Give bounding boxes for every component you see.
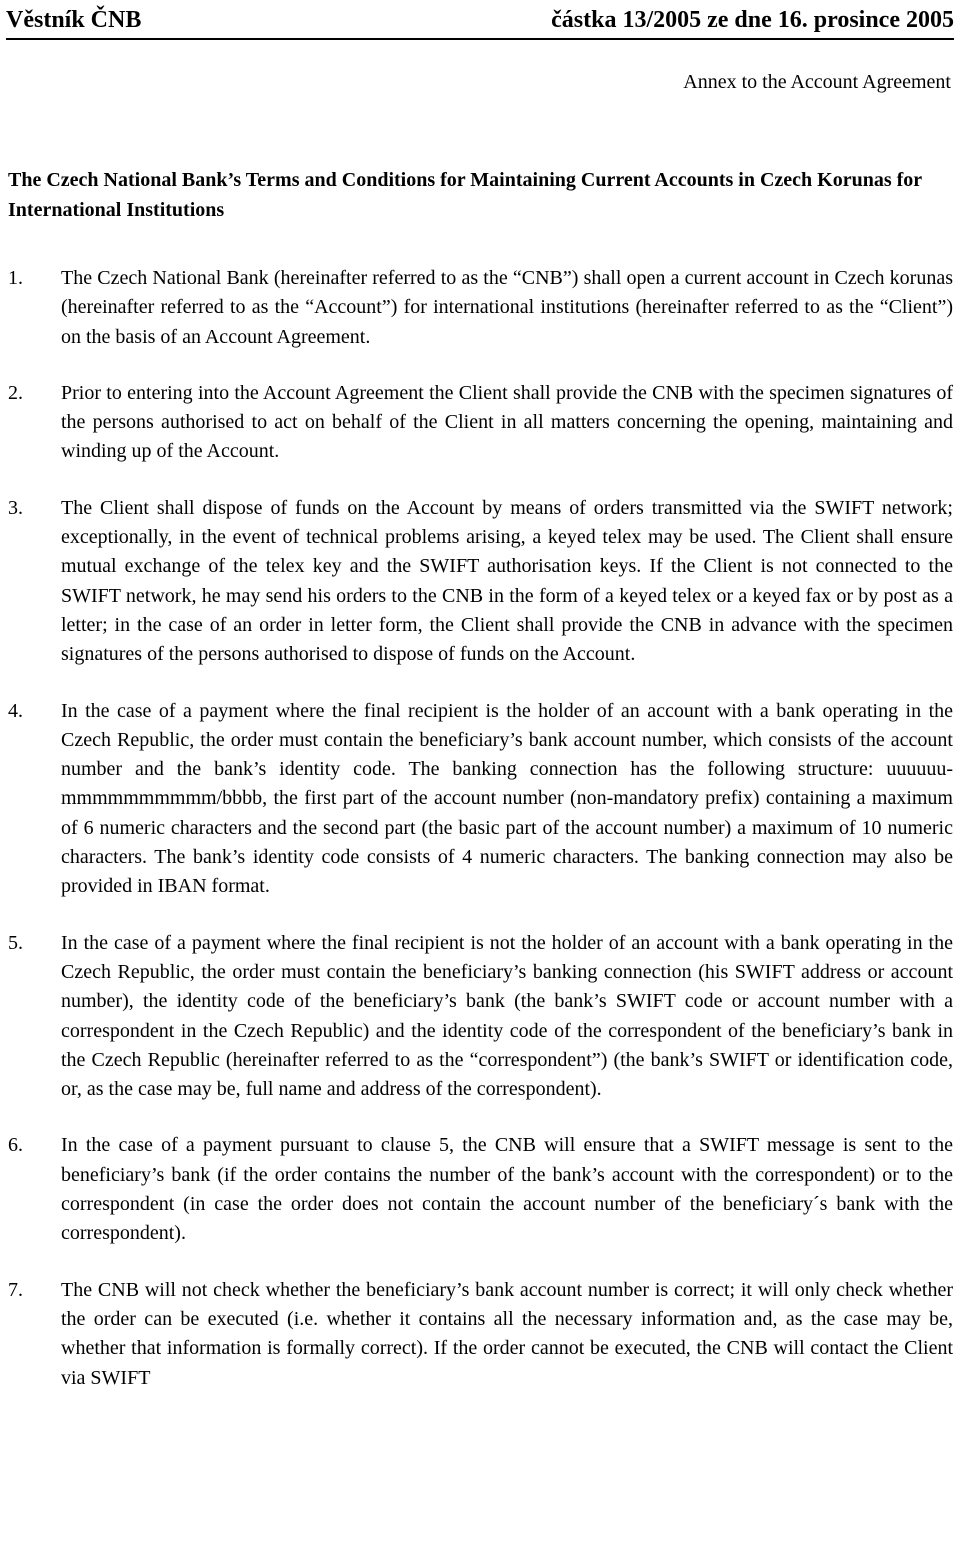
clause-1 — [0, 264, 960, 352]
page-header — [6, 2, 954, 40]
clause-number: 5. — [8, 931, 23, 954]
clause-text: The Czech National Bank (hereinafter referred to as the “CNB”) shall open a current account in Czech korunas (hereinafter referred to as the “Account”) for international institutions (hereinafter referred to as the “Client”) on the basis of an Account Agreement. — [61, 267, 953, 348]
clause-2 — [0, 379, 960, 467]
clause-4 — [0, 697, 960, 902]
clause-number: 7. — [8, 1278, 23, 1301]
clause-text: In the case of a payment where the final recipient is the holder of an account with a bank operating in the Czech Republic, the order must contain the beneficiary’s bank account number, which consists of the account number and the bank’s identity code. The banking connection has the following structure: uuuuuu-mmmmmmmmmm/bbbb, the first part of the account number (non-mandatory prefix) containing a maximum of 6 numeric characters and the second part (the basic part of the account number) a maximum of 10 numeric characters. The bank’s identity code consists of 4 numeric characters. The banking connection may also be provided in IBAN format. — [61, 699, 953, 898]
issue-info: částka 13/2005 ze dne 16. prosince 2005 — [551, 7, 954, 33]
journal-name: Věstník ČNB — [6, 7, 142, 33]
clause-number: 3. — [8, 496, 23, 519]
clause-text: Prior to entering into the Account Agreement the Client shall provide the CNB with the specimen signatures of the persons authorised to act on behalf of the Client in all matters concerning the opening, maintaining and winding up of the Account. — [61, 381, 953, 463]
clause-number: 2. — [8, 381, 23, 404]
clause-number: 6. — [8, 1134, 23, 1157]
clause-text: In the case of a payment where the final recipient is not the holder of an account with a bank operating in the Czech Republic, the order must contain the beneficiary’s banking connection (his SWIFT address or account number), the identity code of the beneficiary’s bank (the bank’s SWIFT code or account number with a correspondent in the Czech Republic) and the identity code of the correspondent of the beneficiary’s bank in the Czech Republic (hereinafter referred to as the “correspondent”) (the bank’s SWIFT or identification code, or, as the case may be, full name and address of the correspondent). — [61, 931, 953, 1101]
clause-number: 1. — [8, 267, 23, 289]
clause-text: The CNB will not check whether the beneficiary’s bank account number is correct; it will only check whether the order can be executed (i.e. whether it contains all the necessary information and, as the case may be, whether that information is formally correct). If the order cannot be executed, the CNB will contact the Client via SWIFT — [61, 1278, 953, 1389]
annex-label: Annex to the Account Agreement — [683, 71, 951, 93]
clause-number: 4. — [8, 699, 23, 722]
clause-text: The Client shall dispose of funds on the Account by means of orders transmitted via the SWIFT network; exceptionally, in the event of technical problems arising, a keyed telex may be used. The Client shall ensure mutual exchange of the telex key and the SWIFT authorisation keys. If the Client is not connected to the SWIFT network, he may send his orders to the CNB in the form of a keyed telex or a keyed fax or by post as a letter; in the case of an order in letter form, the Client shall provide the CNB in advance with the specimen signatures of the persons authorised to dispose of funds on the Account. — [61, 496, 953, 666]
clause-text: In the case of a payment pursuant to clause 5, the CNB will ensure that a SWIFT message is sent to the beneficiary’s bank (if the order contains the number of the bank’s account with the correspondent) or to the correspondent (in case the order does not contain the account number of the beneficiary´s bank with the correspondent). — [61, 1134, 953, 1245]
clause-7 — [0, 1276, 960, 1393]
clause-6 — [0, 1131, 960, 1248]
clause-3 — [0, 494, 960, 670]
document-title: The Czech National Bank’s Terms and Conditions for Maintaining Current Accounts in Czech Korunas for International Institutions — [8, 169, 922, 221]
clause-5 — [0, 929, 960, 1105]
clause-list — [0, 264, 960, 1420]
